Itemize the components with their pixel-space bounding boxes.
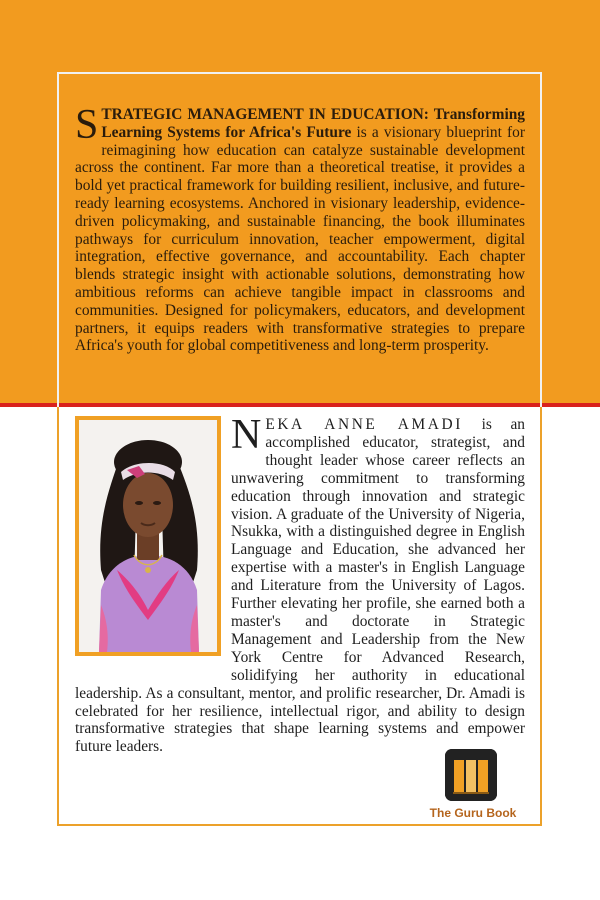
book-logo-icon — [445, 749, 497, 801]
author-dropcap: N — [231, 412, 262, 458]
publisher-name: The Guru Book — [429, 806, 517, 820]
author-name: EKA ANNE AMADI — [265, 416, 463, 433]
book-blurb — [75, 102, 525, 355]
author-photo — [79, 420, 217, 652]
author-photo-frame — [75, 416, 221, 656]
blurb-dropcap: S — [75, 102, 99, 148]
book-title: TRATEGIC MANAGEMENT IN EDUCATION: Transforming Learning Systems for Africa's Future — [101, 106, 525, 141]
author-bio-body: is an accomplished educator, strategist, and thought leader whose career reflects an unwavering commitment to transforming education through innovation and strategic vision. A graduate of the University of Nigeria, Nsukka, with a distinguished degree in English Language and Education, she advanced her expertise with a master's in English Language and Literature from the University of Lagos. Further elevating her profile, she earned both a master's and doctorate in Strategic Management and Leadership from the New York Centre for Advanced Research, solidifying her authority in educational leadership. As a consultant, mentor, and prolific researcher, Dr. Amadi is celebrated for her resilience, intellectual rigor, and ability to design transformative strategies that shape learning systems and empower future leaders. — [75, 416, 525, 756]
blurb-body: is a visionary blueprint for reimagining how education can catalyze sustainable development across the continent. Far more than a theoretical treatise, it provides a bold yet practical framework for building resilient, inclusive, and future-ready learning ecosystems. Anchored in visionary leadership, evidence-driven policymaking, and sustainable financing, the book illuminates pathways for curriculum innovation, teacher empowerment, digital integration, effective governance, and accountability. Each chapter blends strategic insight with actionable solutions, demonstrating how ambitious reforms can achieve tangible impact in classrooms and communities. Designed for policymakers, educators, and development partners, it equips readers with transformative strategies to prepare Africa's youth for global competitiveness and long-term prosperity. — [75, 123, 525, 355]
